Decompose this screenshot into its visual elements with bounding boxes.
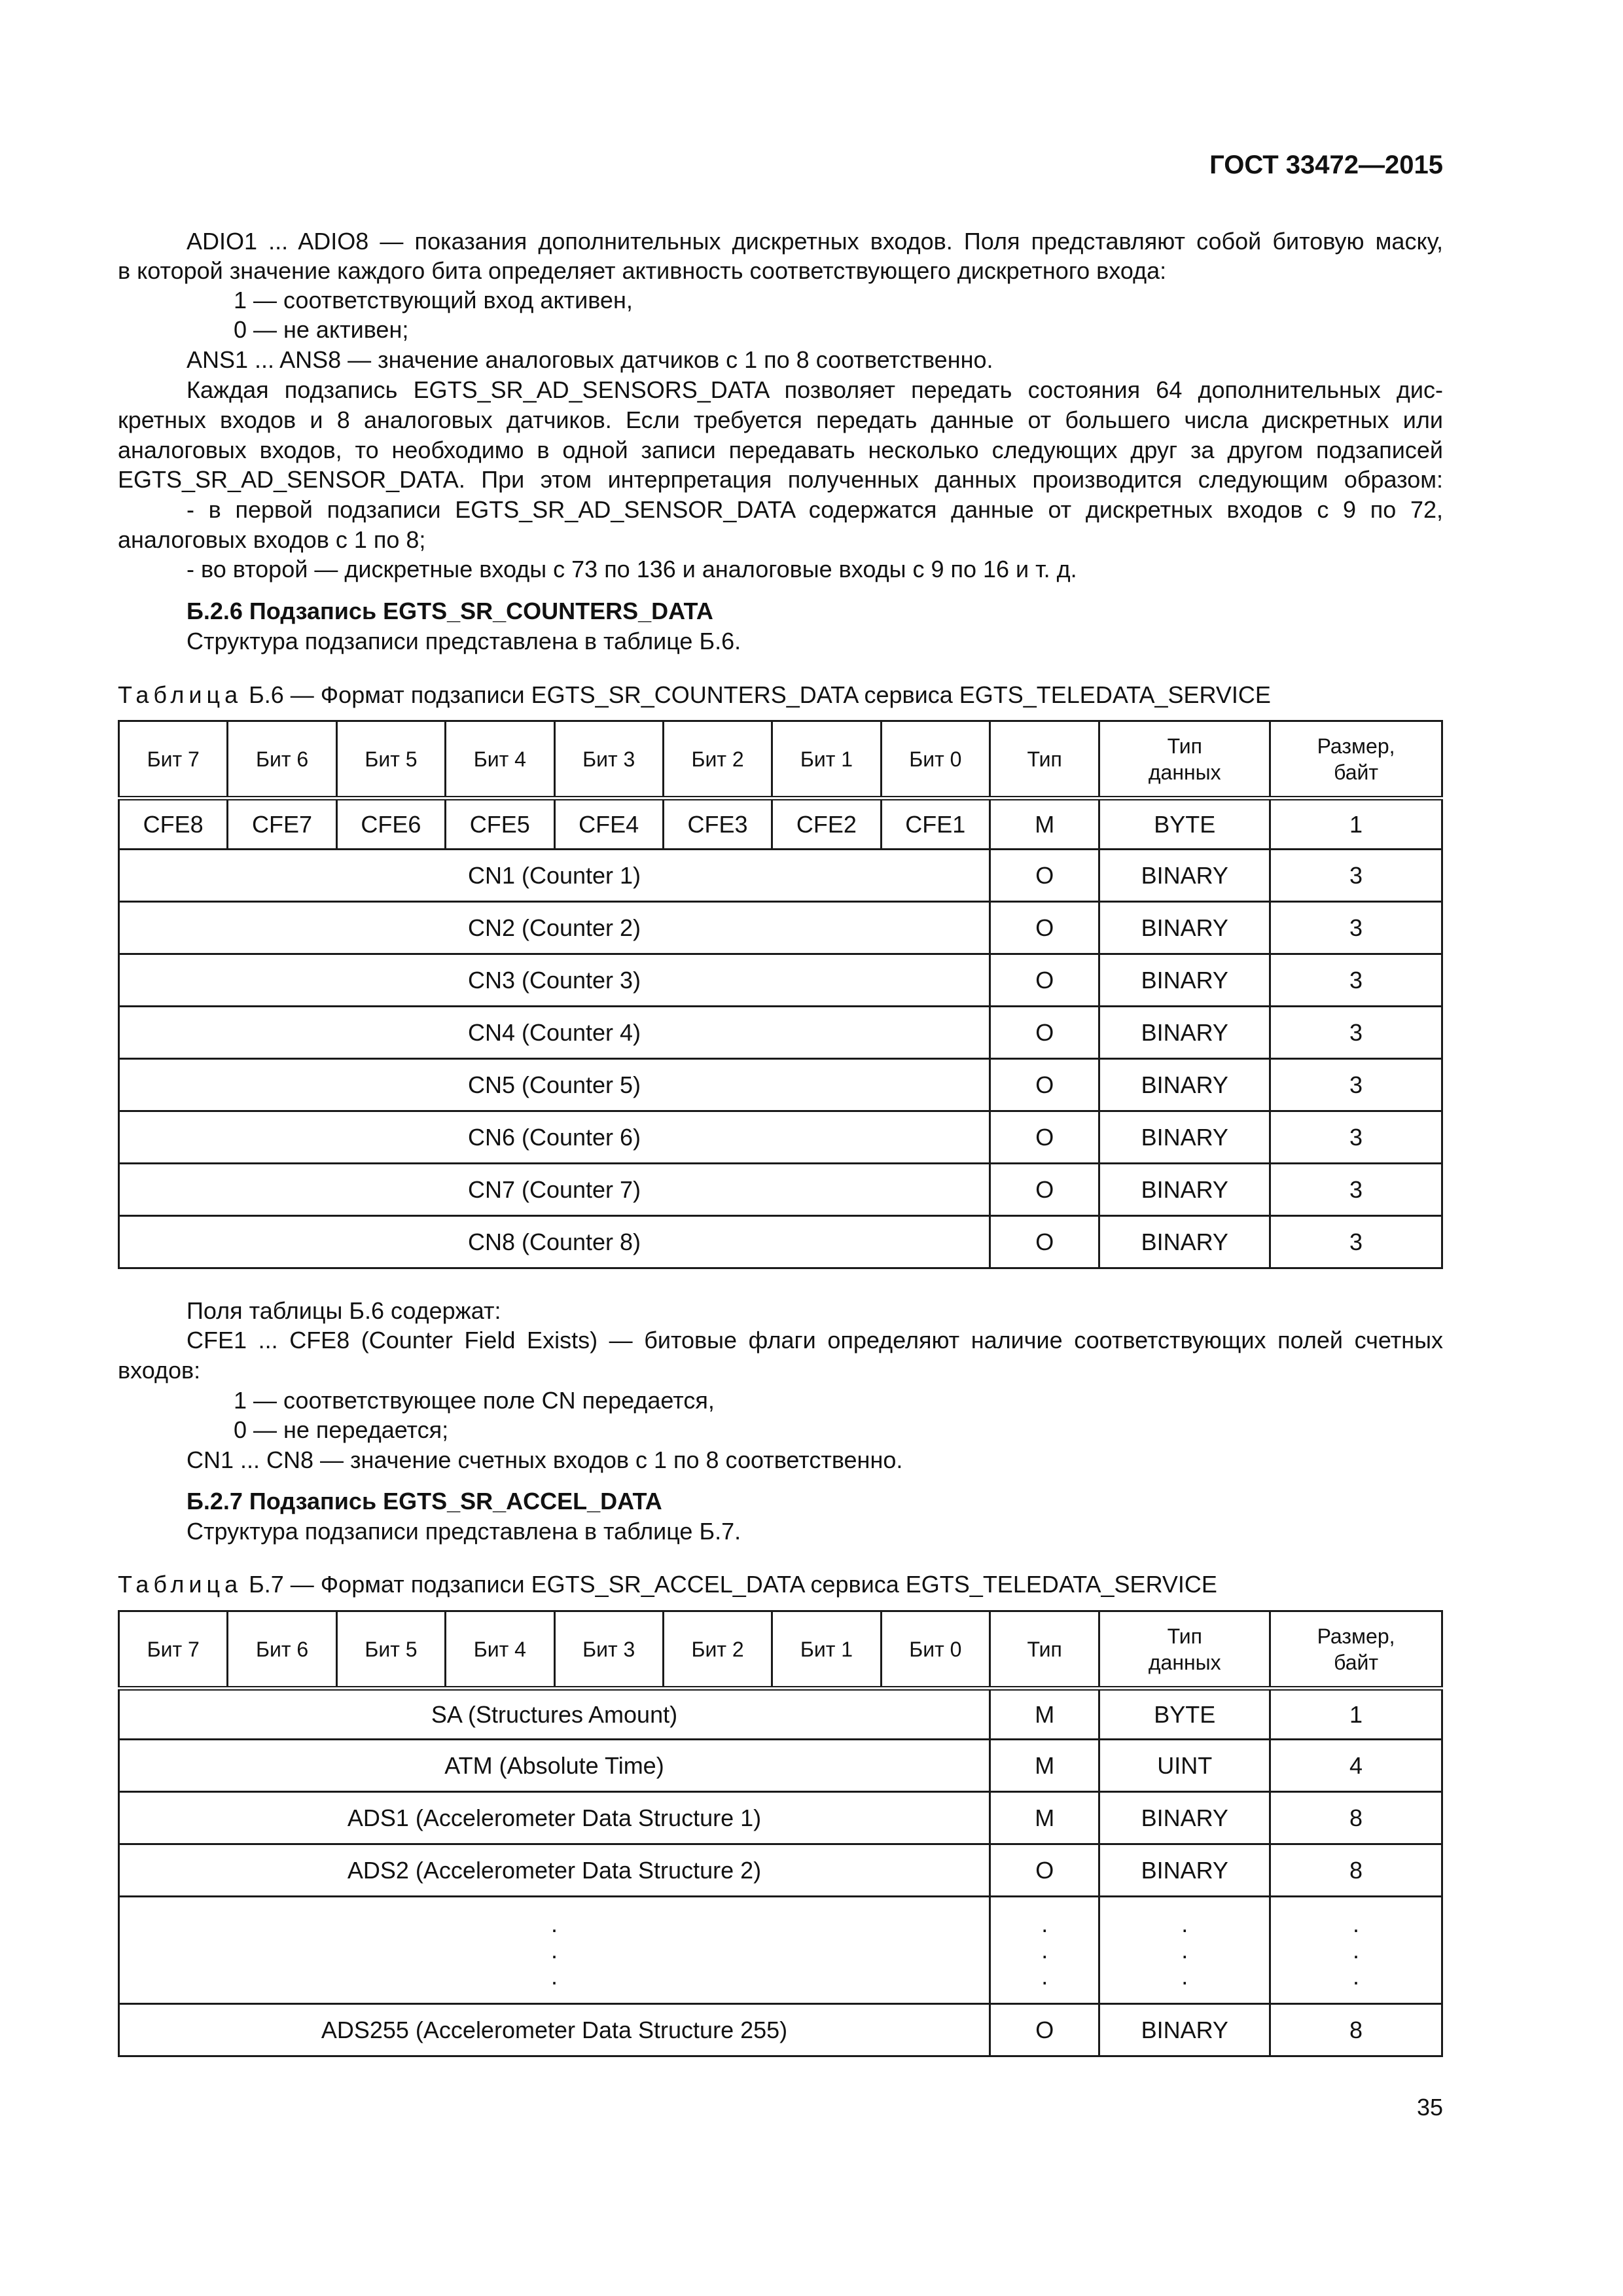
table-cell: BYTE xyxy=(1099,798,1270,850)
table-cell: 3 xyxy=(1270,954,1442,1007)
list-item: 1 — соответствующий вход активен, xyxy=(234,287,633,314)
ellipsis-dot: . xyxy=(1041,1962,1048,1990)
table-cell: 3 xyxy=(1270,1111,1442,1164)
ellipsis-dot: . xyxy=(1181,1910,1188,1937)
table-cell: BINARY xyxy=(1099,1111,1270,1164)
table-cell: 3 xyxy=(1270,1216,1442,1268)
table-cell: 4 xyxy=(1270,1740,1442,1792)
list-item: 0 — не активен; xyxy=(234,316,409,343)
table-row xyxy=(119,2004,1442,2056)
table-caption-text: Б.6 — Формат подзаписи EGTS_SR_COUNTERS_DATA сервиса EGTS_TELEDATA_SERVICE xyxy=(242,681,1271,708)
table-cell: CFE3 xyxy=(663,798,772,850)
table-row xyxy=(119,850,1442,902)
ellipsis-dot: . xyxy=(1041,1936,1048,1964)
ellipsis-cell xyxy=(990,1897,1099,2004)
header-line: Тип xyxy=(1167,1624,1202,1648)
ellipsis-dot: . xyxy=(1181,1962,1188,1990)
list-item: 0 — не передается; xyxy=(234,1416,449,1443)
header-cell: Бит 0 xyxy=(881,721,990,798)
paragraph-line: - во второй — дискретные входы с 73 по 136 и аналоговые входы с 9 по 16 и т. д. xyxy=(187,556,1077,583)
header-cell: Бит 1 xyxy=(772,1611,881,1689)
table-row xyxy=(119,798,1442,850)
table-row xyxy=(119,1007,1442,1059)
paragraph-line: EGTS_SR_AD_SENSOR_DATA. При этом интерпретация полученных данных производится следующим образом: xyxy=(118,466,1443,493)
table-row xyxy=(119,1740,1442,1792)
table-cell: CN7 (Counter 7) xyxy=(119,1164,990,1216)
paragraph-line: аналоговых входов с 1 по 8; xyxy=(118,526,426,553)
table-cell: O xyxy=(990,1059,1099,1111)
header-cell: Бит 6 xyxy=(228,721,336,798)
section-heading: Б.2.7 Подзапись EGTS_SR_ACCEL_DATA xyxy=(187,1488,662,1515)
table-cell: O xyxy=(990,1007,1099,1059)
table-cell: 3 xyxy=(1270,1059,1442,1111)
table-cell: 8 xyxy=(1270,1844,1442,1897)
table-caption xyxy=(118,681,1271,709)
header-cell xyxy=(1099,1611,1270,1689)
header-line: Размер, xyxy=(1317,1624,1395,1648)
header-cell: Бит 7 xyxy=(119,721,228,798)
table-cell: O xyxy=(990,2004,1099,2056)
header-line: байт xyxy=(1334,760,1379,784)
table-header-row xyxy=(119,721,1442,798)
ellipsis-dot: . xyxy=(550,1962,558,1990)
header-cell: Бит 3 xyxy=(554,1611,663,1689)
table-cell: O xyxy=(990,954,1099,1007)
ellipsis-dot: . xyxy=(1353,1910,1360,1937)
table-row xyxy=(119,1059,1442,1111)
table-cell: M xyxy=(990,1689,1099,1740)
header-cell: Бит 2 xyxy=(663,1611,772,1689)
table-cell: BINARY xyxy=(1099,954,1270,1007)
paragraph-line: CFE1 ... CFE8 (Counter Field Exists) — битовые флаги определяют наличие соответствующих полей счетных xyxy=(187,1327,1443,1354)
paragraph-line: в которой значение каждого бита определяет активность соответствующего дискретного входа: xyxy=(118,257,1167,284)
table-cell: CFE5 xyxy=(446,798,554,850)
table-cell: M xyxy=(990,1740,1099,1792)
table-cell: BINARY xyxy=(1099,1844,1270,1897)
table-cell: O xyxy=(990,1844,1099,1897)
table-cell: CFE8 xyxy=(119,798,228,850)
table-b7 xyxy=(118,1610,1443,2057)
header-cell: Бит 1 xyxy=(772,721,881,798)
header-cell xyxy=(1270,721,1442,798)
table-row xyxy=(119,1844,1442,1897)
header-cell: Бит 2 xyxy=(663,721,772,798)
table-cell: CFE6 xyxy=(336,798,445,850)
section-intro: Структура подзаписи представлена в таблице Б.7. xyxy=(187,1518,741,1545)
table-header-row xyxy=(119,1611,1442,1689)
table-cell: BINARY xyxy=(1099,1792,1270,1844)
table-cell: SA (Structures Amount) xyxy=(119,1689,990,1740)
table-row xyxy=(119,1216,1442,1268)
table-cell: UINT xyxy=(1099,1740,1270,1792)
table-cell: 3 xyxy=(1270,1007,1442,1059)
ellipsis-cell xyxy=(119,1897,990,2004)
table-cell: CN2 (Counter 2) xyxy=(119,902,990,954)
paragraph-line: ADIO1 ... ADIO8 — показания дополнительных дискретных входов. Поля представляют собой битовую маску, xyxy=(187,228,1443,255)
header-cell xyxy=(1099,721,1270,798)
paragraph-line: Поля таблицы Б.6 содержат: xyxy=(187,1297,501,1324)
table-cell: BYTE xyxy=(1099,1689,1270,1740)
table-cell: BINARY xyxy=(1099,2004,1270,2056)
table-cell: CN3 (Counter 3) xyxy=(119,954,990,1007)
ellipsis-dot: . xyxy=(550,1936,558,1964)
table-caption-prefix: Таблица xyxy=(118,681,243,708)
list-item: 1 — соответствующее поле CN передается, xyxy=(234,1387,715,1414)
table-cell: O xyxy=(990,1216,1099,1268)
table-cell: CN6 (Counter 6) xyxy=(119,1111,990,1164)
table-cell: CN8 (Counter 8) xyxy=(119,1216,990,1268)
table-cell: CFE7 xyxy=(228,798,336,850)
header-cell: Бит 6 xyxy=(228,1611,336,1689)
table-row xyxy=(119,1164,1442,1216)
table-cell: 8 xyxy=(1270,2004,1442,2056)
paragraph-line: аналоговых входов, то необходимо в одной записи передавать несколько следующих друг за другом подзаписей xyxy=(118,437,1443,463)
table-cell: CN4 (Counter 4) xyxy=(119,1007,990,1059)
paragraph-line: - в первой подзаписи EGTS_SR_AD_SENSOR_DATA содержатся данные от дискретных входов с 9 по 72, xyxy=(187,496,1443,523)
table-row xyxy=(119,1689,1442,1740)
table-cell: ATM (Absolute Time) xyxy=(119,1740,990,1792)
ellipsis-dot: . xyxy=(1041,1910,1048,1937)
ellipsis-dot: . xyxy=(550,1910,558,1937)
header-cell: Тип xyxy=(990,721,1099,798)
table-cell: 3 xyxy=(1270,850,1442,902)
table-row xyxy=(119,1111,1442,1164)
paragraph-line: входов: xyxy=(118,1357,201,1384)
table-cell: M xyxy=(990,1792,1099,1844)
header-line: данных xyxy=(1148,760,1221,784)
table-cell: 3 xyxy=(1270,1164,1442,1216)
table-cell: BINARY xyxy=(1099,850,1270,902)
paragraph-line: ANS1 ... ANS8 — значение аналоговых датчиков с 1 по 8 соответственно. xyxy=(187,346,993,373)
header-line: Размер, xyxy=(1317,734,1395,758)
paragraph-line: кретных входов и 8 аналоговых датчиков. Если требуется передать данные от большего числа дискретных или xyxy=(118,406,1443,433)
table-cell: BINARY xyxy=(1099,1059,1270,1111)
table-cell: ADS2 (Accelerometer Data Structure 2) xyxy=(119,1844,990,1897)
document-code: ГОСТ 33472—2015 xyxy=(1209,151,1443,179)
table-cell: O xyxy=(990,1164,1099,1216)
paragraph-line: CN1 ... CN8 — значение счетных входов с 1 по 8 соответственно. xyxy=(187,1446,903,1473)
table-caption-prefix: Таблица xyxy=(118,1571,243,1598)
table-cell: 3 xyxy=(1270,902,1442,954)
table-cell: BINARY xyxy=(1099,1007,1270,1059)
table-cell: CFE2 xyxy=(772,798,881,850)
page-number: 35 xyxy=(1416,2094,1443,2121)
table-caption xyxy=(118,1570,1217,1599)
table-cell: M xyxy=(990,798,1099,850)
header-cell: Бит 3 xyxy=(554,721,663,798)
table-cell: 1 xyxy=(1270,1689,1442,1740)
table-cell: BINARY xyxy=(1099,902,1270,954)
header-cell: Бит 5 xyxy=(336,721,445,798)
ellipsis-cell xyxy=(1099,1897,1270,2004)
table-cell: BINARY xyxy=(1099,1216,1270,1268)
table-row-ellipsis xyxy=(119,1897,1442,2004)
table-row xyxy=(119,954,1442,1007)
header-cell: Бит 0 xyxy=(881,1611,990,1689)
table-cell: BINARY xyxy=(1099,1164,1270,1216)
ellipsis-dot: . xyxy=(1181,1936,1188,1964)
table-cell: CN5 (Counter 5) xyxy=(119,1059,990,1111)
section-intro: Структура подзаписи представлена в таблице Б.6. xyxy=(187,628,741,655)
header-cell xyxy=(1270,1611,1442,1689)
table-cell: CFE4 xyxy=(554,798,663,850)
header-line: байт xyxy=(1334,1650,1379,1674)
header-cell: Бит 4 xyxy=(446,721,554,798)
section-heading: Б.2.6 Подзапись EGTS_SR_COUNTERS_DATA xyxy=(187,598,713,624)
table-row xyxy=(119,1792,1442,1844)
table-cell: O xyxy=(990,850,1099,902)
table-cell: ADS255 (Accelerometer Data Structure 255) xyxy=(119,2004,990,2056)
paragraph-line: Каждая подзапись EGTS_SR_AD_SENSORS_DATA позволяет передать состояния 64 дополнительных дис- xyxy=(187,376,1443,403)
table-caption-text: Б.7 — Формат подзаписи EGTS_SR_ACCEL_DATA сервиса EGTS_TELEDATA_SERVICE xyxy=(242,1571,1217,1598)
table-row xyxy=(119,902,1442,954)
table-cell: 1 xyxy=(1270,798,1442,850)
table-b6 xyxy=(118,720,1443,1269)
header-line: данных xyxy=(1148,1650,1221,1674)
header-cell: Бит 4 xyxy=(446,1611,554,1689)
table-cell: O xyxy=(990,902,1099,954)
header-cell: Бит 7 xyxy=(119,1611,228,1689)
table-cell: O xyxy=(990,1111,1099,1164)
ellipsis-cell xyxy=(1270,1897,1442,2004)
ellipsis-dot: . xyxy=(1353,1936,1360,1964)
table-cell: CN1 (Counter 1) xyxy=(119,850,990,902)
ellipsis-dot: . xyxy=(1353,1962,1360,1990)
table-cell: ADS1 (Accelerometer Data Structure 1) xyxy=(119,1792,990,1844)
header-line: Тип xyxy=(1167,734,1202,758)
header-cell: Тип xyxy=(990,1611,1099,1689)
table-cell: CFE1 xyxy=(881,798,990,850)
header-cell: Бит 5 xyxy=(336,1611,445,1689)
table-cell: 8 xyxy=(1270,1792,1442,1844)
